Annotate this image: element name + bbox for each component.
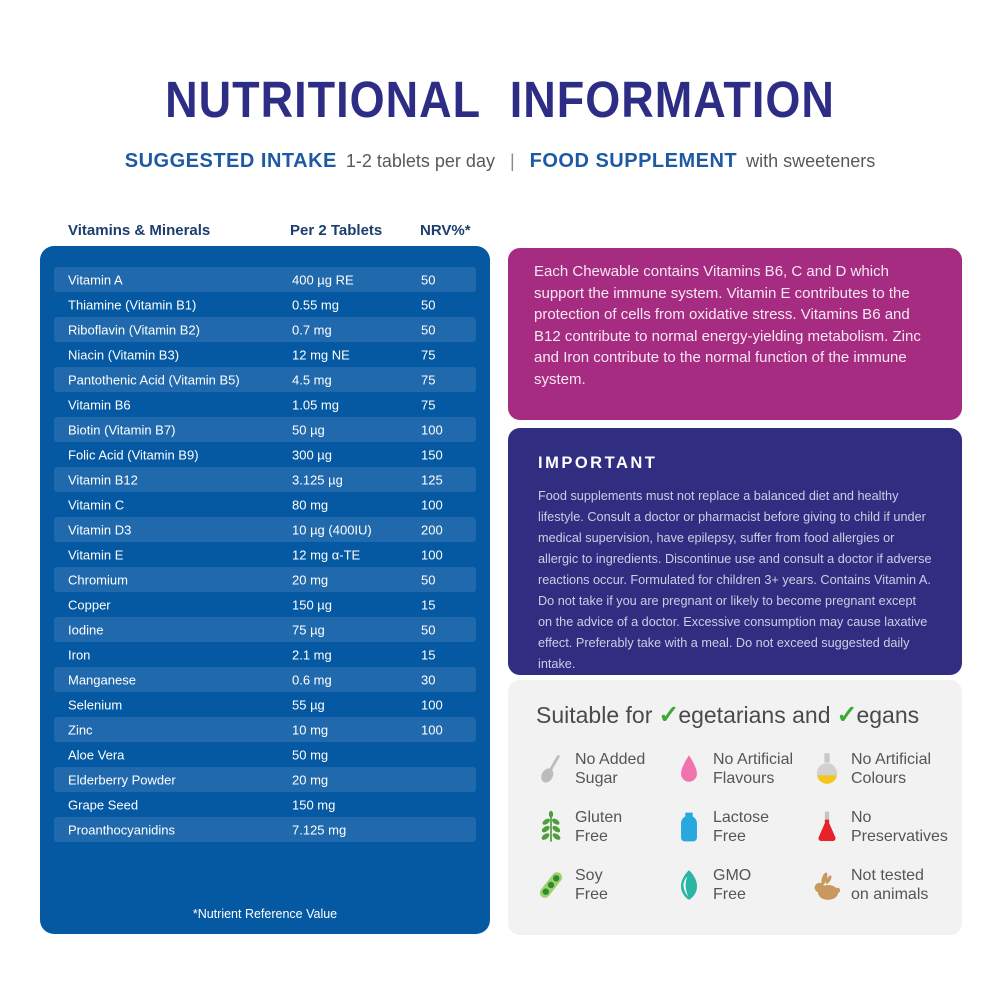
feature-label <box>851 808 948 846</box>
nutrient-nrv: 75 <box>421 397 436 412</box>
table-row <box>54 392 476 417</box>
nutrient-name: Vitamin E <box>68 547 124 562</box>
table-row <box>54 667 476 692</box>
nutrient-amount: 75 µg <box>292 622 325 637</box>
important-title: IMPORTANT <box>538 454 658 472</box>
nutrient-name: Vitamin C <box>68 497 125 512</box>
nutrient-nrv: 75 <box>421 347 436 362</box>
table-row <box>54 767 476 792</box>
food-supplement-label: FOOD SUPPLEMENT <box>529 150 738 172</box>
feature-label-line2: Colours <box>851 770 907 787</box>
nutrient-name: Elderberry Powder <box>68 772 176 787</box>
colours-flask-icon <box>814 752 840 786</box>
important-text: Food supplements must not replace a balanced diet and healthy lifestyle. Consult a doctor or pharmacist before giving to child if under medical supervision, have epilepsy, suffer from food allergies or allergic to ingredients. Discontinue use and consult a doctor if adverse reactions occur. Formulated for children 3+ years. Contains Vitamin A. Do not take if you are pregnant or likely to become pregnant except on the advice of a doctor. Excessive consumption may cause laxative effect. Preferably take with a meal. Do not exceed suggested daily intake. <box>538 489 932 671</box>
important-box <box>508 428 962 675</box>
table-row <box>54 742 476 767</box>
nutrient-nrv: 100 <box>421 422 443 437</box>
wheat-icon <box>538 810 564 844</box>
table-footnote: *Nutrient Reference Value <box>192 907 338 921</box>
nutrient-nrv: 75 <box>421 372 436 387</box>
nutrient-nrv: 50 <box>421 322 436 337</box>
feature-item <box>814 808 974 846</box>
nutrient-amount: 50 µg <box>292 422 325 437</box>
nutrient-name: Pantothenic Acid (Vitamin B5) <box>68 372 240 387</box>
check-icon: ✓ <box>836 701 858 729</box>
feature-label <box>851 866 928 904</box>
benefit-box: Each Chewable contains Vitamins B6, C and D which support the immune system. Vitamin E contributes to the protection of cells from oxidative stress. Vitamins B6 and B12 contribute to normal energy-yielding metabolism. Zinc and Iron contribute to the normal function of the immune system. <box>508 248 962 420</box>
nutrient-name: Manganese <box>68 672 136 687</box>
subtitle-divider: | <box>509 151 515 171</box>
table-row <box>54 692 476 717</box>
nutrient-name: Vitamin A <box>68 272 123 287</box>
suitable-heading-mid: egetarians and <box>678 702 831 728</box>
leaf-icon <box>676 868 702 902</box>
check-icon: ✓ <box>658 701 680 729</box>
column-header-name: Vitamins & Minerals <box>68 222 211 239</box>
suitable-heading-end: egans <box>856 702 920 728</box>
suggested-intake-value: 1-2 tablets per day <box>345 151 495 171</box>
nutrient-amount: 2.1 mg <box>292 647 332 662</box>
nutrient-nrv: 15 <box>421 597 436 612</box>
nutrient-name: Grape Seed <box>68 797 139 812</box>
table-rows <box>40 267 490 842</box>
feature-label-line1: No Artificial <box>713 751 794 768</box>
nutrient-amount: 0.6 mg <box>292 672 332 687</box>
nutrient-name: Vitamin B12 <box>68 472 138 487</box>
feature-label-line2: Free <box>575 828 608 845</box>
table-row <box>54 367 476 392</box>
feature-label-line1: Gluten <box>575 809 623 826</box>
table-row <box>54 492 476 517</box>
nutrient-nrv: 200 <box>421 522 443 537</box>
nutrient-nrv: 150 <box>421 447 443 462</box>
nutrient-name: Niacin (Vitamin B3) <box>68 347 180 362</box>
nutrient-name: Folic Acid (Vitamin B9) <box>68 447 199 462</box>
nutrient-nrv: 50 <box>421 297 436 312</box>
nutrient-name: Biotin (Vitamin B7) <box>68 422 176 437</box>
suitable-heading-prefix: Suitable for <box>536 702 653 728</box>
table-header <box>40 222 490 242</box>
feature-label-line1: Soy <box>575 867 603 884</box>
nutrient-amount: 20 mg <box>292 572 329 587</box>
feature-label-line2: on animals <box>851 886 929 903</box>
feature-label-line2: Sugar <box>575 770 618 787</box>
feature-label <box>713 750 793 788</box>
table-row <box>54 567 476 592</box>
nutrient-amount: 20 mg <box>292 772 329 787</box>
nutrient-nrv: 50 <box>421 272 436 287</box>
nutrition-table-panel <box>40 246 490 934</box>
nutrient-name: Chromium <box>68 572 128 587</box>
feature-label <box>575 866 608 904</box>
nutrient-nrv: 15 <box>421 647 436 662</box>
nutrient-amount: 0.55 mg <box>292 297 339 312</box>
nutrient-nrv: 100 <box>421 547 443 562</box>
nutrient-name: Selenium <box>68 697 123 712</box>
feature-label <box>713 808 769 846</box>
nutrient-nrv: 50 <box>421 622 436 637</box>
feature-label <box>575 750 645 788</box>
table-row <box>54 317 476 342</box>
table-row <box>54 442 476 467</box>
table-row <box>54 417 476 442</box>
table-row <box>54 717 476 742</box>
feature-label <box>851 750 931 788</box>
nutrient-amount: 400 µg RE <box>292 272 354 287</box>
table-row <box>54 292 476 317</box>
table-row <box>54 267 476 292</box>
nutrient-nrv: 125 <box>421 472 443 487</box>
features-grid <box>538 750 948 904</box>
table-row <box>54 592 476 617</box>
droplet-icon <box>676 752 702 786</box>
rabbit-icon <box>814 868 840 902</box>
preservatives-flask-icon <box>814 810 840 844</box>
nutrient-amount: 7.125 mg <box>292 822 347 837</box>
nutrient-nrv: 50 <box>421 572 436 587</box>
nutrient-nrv: 100 <box>421 697 443 712</box>
table-row <box>54 467 476 492</box>
nutrient-amount: 3.125 µg <box>292 472 343 487</box>
nutrient-amount: 12 mg NE <box>292 347 350 362</box>
feature-label-line1: No <box>851 809 872 826</box>
feature-label-line2: Free <box>713 886 746 903</box>
feature-label-line1: GMO <box>713 867 752 884</box>
feature-item <box>814 866 974 904</box>
table-row <box>54 542 476 567</box>
table-row <box>54 617 476 642</box>
feature-label-line2: Flavours <box>713 770 775 787</box>
feature-item <box>676 750 814 788</box>
feature-item <box>676 866 814 904</box>
soy-pod-icon <box>538 868 564 902</box>
nutrient-nrv: 30 <box>421 672 436 687</box>
table-row <box>54 517 476 542</box>
feature-item <box>538 866 676 904</box>
nutrient-amount: 0.7 mg <box>292 322 332 337</box>
feature-label-line1: Not tested <box>851 867 924 884</box>
nutrient-amount: 10 mg <box>292 722 329 737</box>
feature-item <box>814 750 974 788</box>
nutrient-name: Vitamin D3 <box>68 522 132 537</box>
column-header-amount: Per 2 Tablets <box>290 222 383 239</box>
feature-label-line2: Preservatives <box>851 828 948 845</box>
spoon-icon <box>538 752 564 786</box>
feature-label-line1: Lactose <box>713 809 770 826</box>
nutrient-amount: 4.5 mg <box>292 372 332 387</box>
table-row <box>54 792 476 817</box>
nutrient-nrv: 100 <box>421 722 443 737</box>
nutrient-name: Iodine <box>68 622 104 637</box>
nutrient-amount: 12 mg α-TE <box>292 547 361 562</box>
nutrient-amount: 55 µg <box>292 697 325 712</box>
nutrient-name: Riboflavin (Vitamin B2) <box>68 322 200 337</box>
nutrient-name: Zinc <box>68 722 93 737</box>
feature-item <box>538 808 676 846</box>
feature-label-line2: Free <box>713 828 746 845</box>
nutrient-amount: 10 µg (400IU) <box>292 522 372 537</box>
nutrient-amount: 150 mg <box>292 797 336 812</box>
milk-bottle-icon <box>676 810 702 844</box>
nutrient-amount: 300 µg <box>292 447 333 462</box>
table-row <box>54 817 476 842</box>
nutrient-amount: 80 mg <box>292 497 329 512</box>
nutrient-amount: 150 µg <box>292 597 333 612</box>
nutrient-name: Vitamin B6 <box>68 397 131 412</box>
feature-label <box>575 808 622 846</box>
feature-item <box>538 750 676 788</box>
page-title: NUTRITIONAL INFORMATION <box>165 70 835 129</box>
table-row <box>54 342 476 367</box>
subtitle-row <box>0 150 1000 173</box>
suggested-intake-label: SUGGESTED INTAKE <box>124 150 337 172</box>
nutrient-name: Aloe Vera <box>68 747 125 762</box>
suitable-box <box>508 680 962 935</box>
nutrient-name: Thiamine (Vitamin B1) <box>68 297 197 312</box>
table-row <box>54 642 476 667</box>
suitable-heading <box>536 700 934 730</box>
nutrient-amount: 1.05 mg <box>292 397 339 412</box>
food-supplement-value: with sweeteners <box>746 151 876 171</box>
column-header-nrv: NRV%* <box>420 222 471 239</box>
feature-label-line2: Free <box>575 886 608 903</box>
nutrient-nrv: 100 <box>421 497 443 512</box>
nutrient-amount: 50 mg <box>292 747 329 762</box>
feature-label-line1: No Artificial <box>851 751 932 768</box>
feature-item <box>676 808 814 846</box>
feature-label <box>713 866 751 904</box>
nutrient-name: Iron <box>68 647 91 662</box>
nutrient-name: Proanthocyanidins <box>68 822 175 837</box>
nutrient-name: Copper <box>68 597 111 612</box>
feature-label-line1: No Added <box>575 751 646 768</box>
